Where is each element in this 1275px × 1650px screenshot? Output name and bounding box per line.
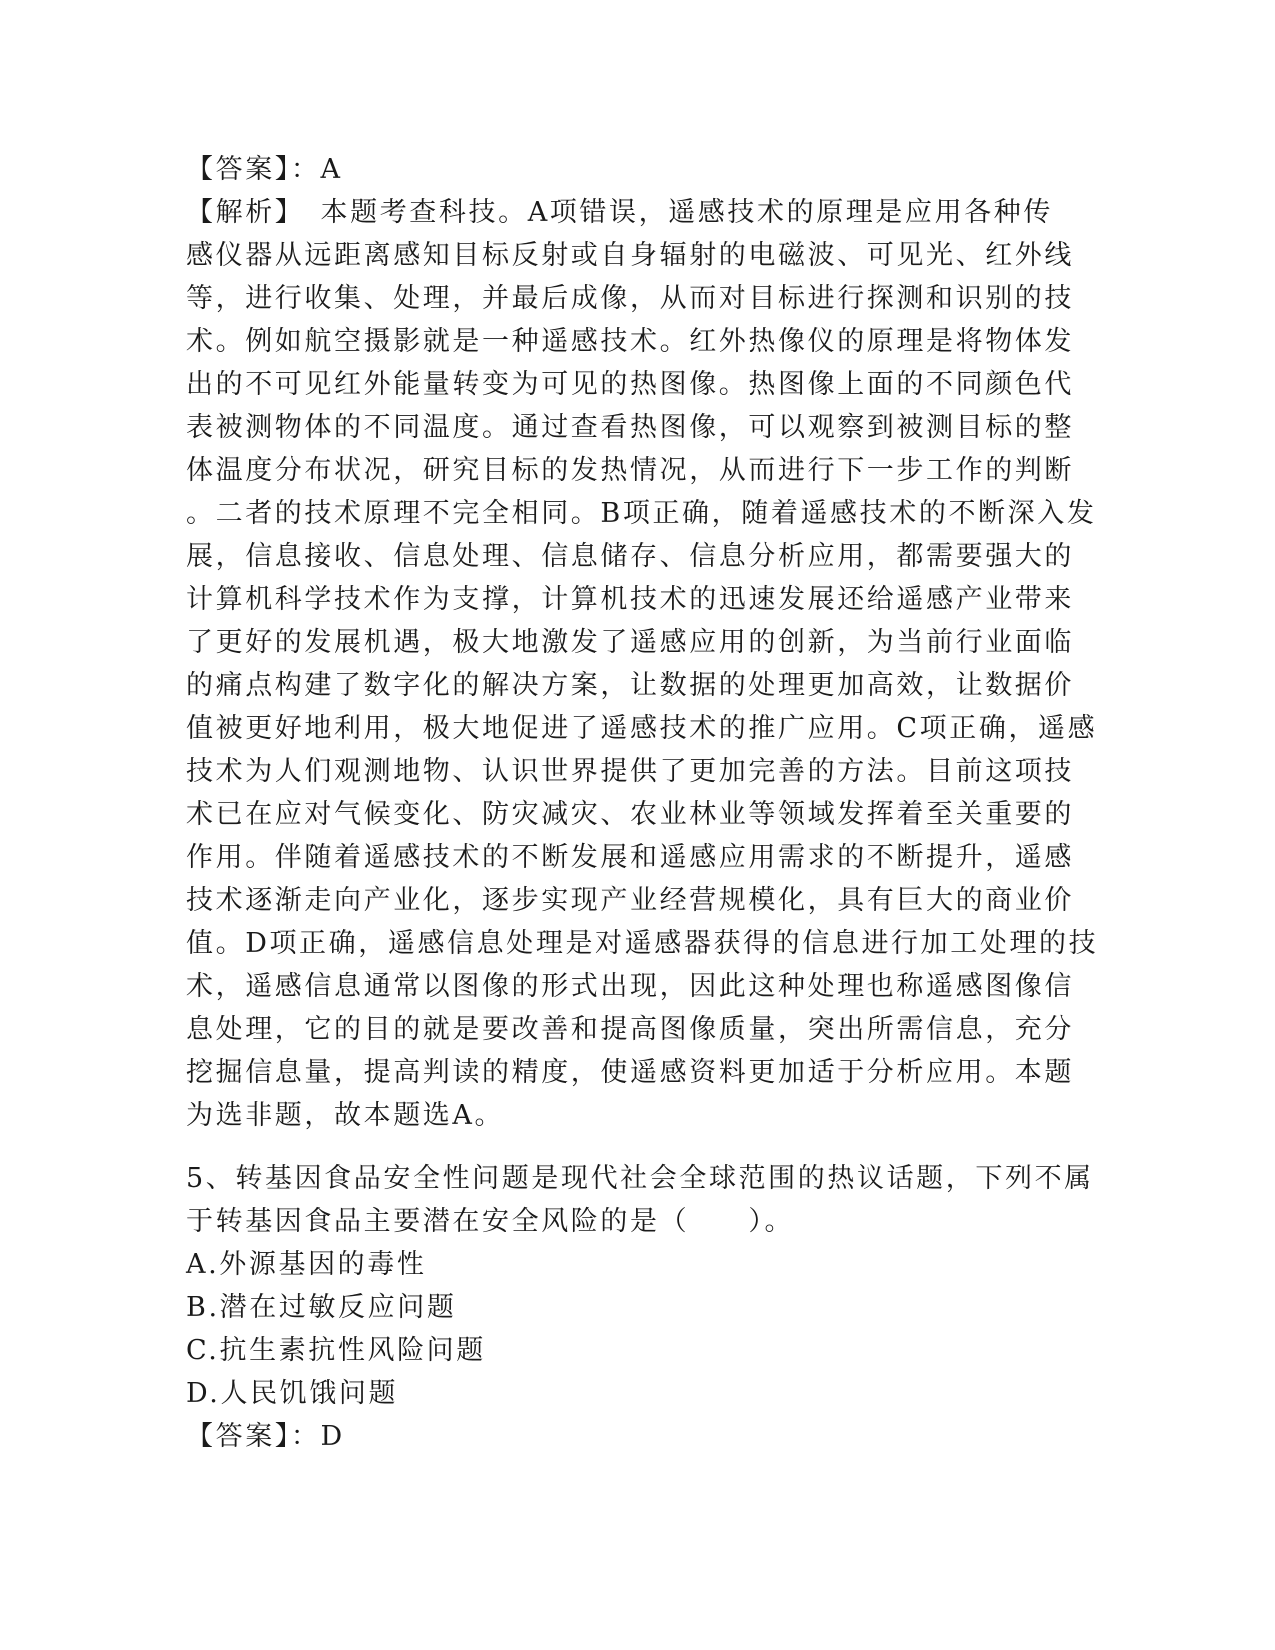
analysis-line: 出的不可见红外能量转变为可见的热图像。热图像上面的不同颜色代 xyxy=(186,369,1074,400)
analysis-line: 体温度分布状况，研究目标的发热情况，从而进行下一步工作的判断 xyxy=(186,455,1074,486)
analysis-line: 值被更好地利用，极大地促进了遥感技术的推广应用。C项正确，遥感 xyxy=(186,713,1098,744)
question-5 xyxy=(186,1157,1094,1458)
analysis-line: 值。D项正确，遥感信息处理是对遥感器获得的信息进行加工处理的技 xyxy=(186,928,1099,959)
analysis-line: 息处理，它的目的就是要改善和提高图像质量，突出所需信息，充分 xyxy=(186,1014,1074,1045)
option-c: C.抗生素抗性风险问题 xyxy=(186,1335,486,1366)
answer-label: 【答案】：A xyxy=(186,154,343,185)
analysis-line: 的痛点构建了数字化的解决方案，让数据的处理更加高效，让数据价 xyxy=(186,670,1074,701)
analysis-line: 等，进行收集、处理，并最后成像，从而对目标进行探测和识别的技 xyxy=(186,283,1074,314)
analysis-line: 。二者的技术原理不完全相同。B项正确，随着遥感技术的不断深入发 xyxy=(186,498,1097,529)
question-stem-line: 5、转基因食品安全性问题是现代社会全球范围的热议话题，下列不属 xyxy=(186,1163,1094,1194)
analysis-line: 【解析】 本题考查科技。A项错误，遥感技术的原理是应用各种传 xyxy=(186,197,1053,228)
analysis-line: 术，遥感信息通常以图像的形式出现，因此这种处理也称遥感图像信 xyxy=(186,971,1074,1002)
analysis-line: 感仪器从远距离感知目标反射或自身辐射的电磁波、可见光、红外线 xyxy=(186,240,1074,271)
analysis-line: 作用。伴随着遥感技术的不断发展和遥感应用需求的不断提升，遥感 xyxy=(186,842,1074,873)
answer-label: 【答案】：D xyxy=(186,1421,345,1452)
analysis-line: 展，信息接收、信息处理、信息储存、信息分析应用，都需要强大的 xyxy=(186,541,1074,572)
analysis-block xyxy=(186,191,1099,1137)
document-page xyxy=(186,148,1099,1458)
analysis-line: 表被测物体的不同温度。通过查看热图像，可以观察到被测目标的整 xyxy=(186,412,1074,443)
question-stem-line: 于转基因食品主要潜在安全风险的是（ ）。 xyxy=(186,1206,795,1237)
section-spacer xyxy=(186,1137,1086,1157)
analysis-line: 了更好的发展机遇，极大地激发了遥感应用的创新，为当前行业面临 xyxy=(186,627,1074,658)
option-b: B.潜在过敏反应问题 xyxy=(186,1292,457,1323)
analysis-line: 术已在应对气候变化、防灾减灾、农业林业等领域发挥着至关重要的 xyxy=(186,799,1074,830)
analysis-line: 技术为人们观测地物、认识世界提供了更加完善的方法。目前这项技 xyxy=(186,756,1074,787)
option-a: A.外源基因的毒性 xyxy=(186,1249,427,1280)
option-d: D.人民饥饿问题 xyxy=(186,1378,399,1409)
analysis-line: 技术逐渐走向产业化，逐步实现产业经营规模化，具有巨大的商业价 xyxy=(186,885,1074,916)
analysis-line: 挖掘信息量，提高判读的精度，使遥感资料更加适于分析应用。本题 xyxy=(186,1057,1074,1088)
analysis-line: 计算机科学技术作为支撑，计算机技术的迅速发展还给遥感产业带来 xyxy=(186,584,1074,615)
analysis-line: 术。例如航空摄影就是一种遥感技术。红外热像仪的原理是将物体发 xyxy=(186,326,1074,357)
analysis-line: 为选非题，故本题选A。 xyxy=(186,1100,505,1131)
